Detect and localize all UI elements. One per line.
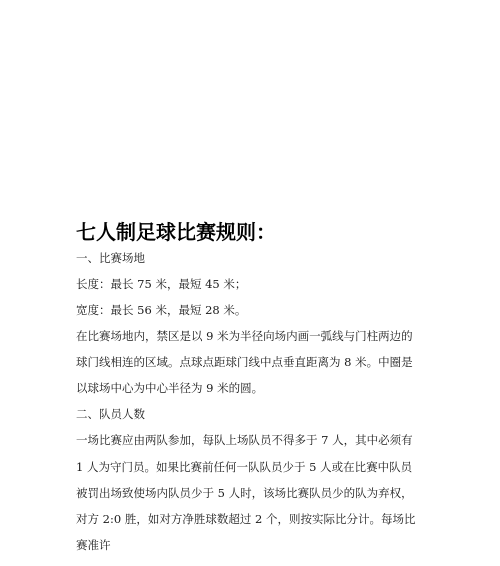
- paragraph-line: 赛准许: [76, 538, 111, 552]
- paragraph-line: 在比赛场地内，禁区是以 9 米为半径向场内画一弧线与门柱两边的: [76, 329, 413, 343]
- document-title: 七人制足球比赛规则：: [76, 220, 276, 244]
- paragraph-line: 一场比赛应由两队参加，每队上场队员不得多于 7 人，其中必须有: [76, 433, 413, 447]
- section-heading-field: 一、比赛场地: [76, 251, 145, 265]
- paragraph-line: 以球场中心为中心半径为 9 米的圆。: [76, 381, 264, 395]
- paragraph-line: 被罚出场致使场内队员少于 5 人时，该场比赛队员少的队为弃权，: [76, 486, 413, 500]
- field-length-line: 长度：最长 75 米，最短 45 米；: [76, 277, 247, 291]
- section-heading-players: 二、队员人数: [76, 407, 145, 421]
- paragraph-line: 1 人为守门员。如果比赛前任何一队队员少于 5 人或在比赛中队员: [76, 460, 413, 474]
- paragraph-line: 球门线相连的区域。点球点距球门线中点垂直距离为 8 米。中圈是: [76, 355, 413, 369]
- paragraph-line: 对方 2:0 胜，如对方净胜球数超过 2 个，则按实际比分计。每场比: [76, 512, 416, 526]
- field-width-line: 宽度：最长 56 米，最短 28 米。: [76, 303, 247, 317]
